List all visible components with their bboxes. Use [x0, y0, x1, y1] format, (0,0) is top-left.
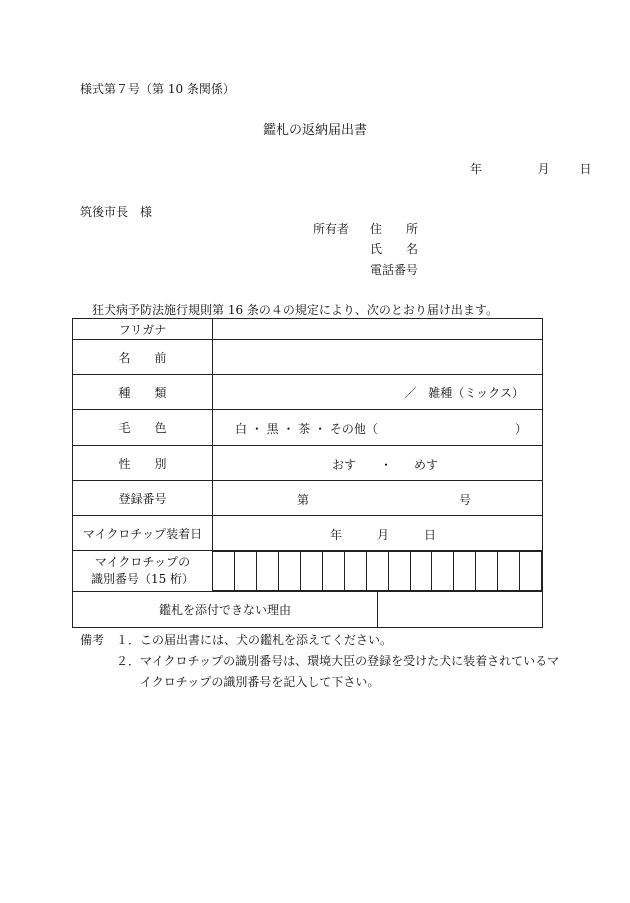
intro-text: 狂犬病予防法施行規則第 16 条の４の規定により、次のとおり届け出ます。	[92, 303, 498, 317]
chip-id-row	[73, 551, 543, 592]
registration-row	[73, 481, 543, 516]
chip-digit-box[interactable]	[279, 552, 301, 591]
chip-digit-box[interactable]	[498, 552, 520, 591]
color-field[interactable]	[213, 410, 543, 446]
owner-name-label: 氏 名	[370, 242, 419, 256]
registration-field[interactable]	[213, 481, 543, 516]
breed-row	[73, 375, 543, 410]
chip-date-day: 日	[424, 528, 437, 542]
note-item	[80, 630, 559, 651]
color-label: 毛 色	[73, 410, 213, 446]
name-label: 名 前	[73, 340, 213, 375]
chip-digit-box[interactable]	[519, 552, 541, 591]
name-row	[73, 340, 543, 375]
chip-digit-box[interactable]	[301, 552, 323, 591]
owner-label: 所有者	[313, 222, 350, 236]
chip-id-label	[73, 551, 213, 592]
chip-id-label-line2: 識別番号（15 桁）	[90, 572, 195, 586]
chip-date-label: マイクロチップ装着日	[73, 516, 213, 551]
chip-digit-box[interactable]	[366, 552, 388, 591]
dog-info-table	[72, 318, 543, 628]
color-options: 白 ・ 黒 ・ 茶 ・ その他（	[235, 422, 378, 436]
furigana-field[interactable]	[213, 319, 543, 340]
date-row	[470, 162, 592, 176]
notes-label: 備考	[80, 633, 105, 647]
chip-date-row	[73, 516, 543, 551]
furigana-label: フリガナ	[73, 319, 213, 340]
owner-phone-label: 電話番号	[370, 263, 419, 277]
chip-digit-box[interactable]	[344, 552, 366, 591]
sex-row	[73, 446, 543, 481]
date-year: 年	[470, 162, 483, 176]
chip-digit-box[interactable]	[257, 552, 279, 591]
owner-address-label: 住 所	[370, 222, 419, 236]
note-number: １．	[116, 633, 141, 647]
registration-dai: 第	[297, 493, 310, 507]
registration-go: 号	[459, 493, 472, 507]
color-close-paren: ）	[514, 422, 527, 436]
addressee: 筑後市長 様	[80, 205, 153, 219]
color-row	[73, 410, 543, 446]
chip-digit-box[interactable]	[432, 552, 454, 591]
registration-label: 登録番号	[73, 481, 213, 516]
note-text: イクロチップの識別番号を記入して下さい。	[140, 675, 380, 689]
form-id: 様式第７号（第 10 条関係）	[80, 82, 235, 96]
reason-row	[73, 592, 543, 628]
chip-digit-box[interactable]	[476, 552, 498, 591]
sex-field[interactable]	[213, 446, 543, 481]
breed-mixed-option: ／ 雑種（ミックス）	[404, 385, 524, 400]
note-number: ２．	[116, 654, 141, 668]
breed-field[interactable]	[213, 375, 543, 410]
name-field[interactable]	[213, 340, 543, 375]
furigana-row	[73, 319, 543, 340]
chip-date-field[interactable]	[213, 516, 543, 551]
note-item	[80, 651, 559, 672]
date-month: 月	[537, 162, 550, 176]
document-title: 鑑札の返納届出書	[262, 123, 367, 138]
reason-field[interactable]	[378, 592, 543, 628]
chip-date-month: 月	[377, 528, 390, 542]
note-number	[116, 672, 140, 693]
chip-date-year: 年	[330, 528, 343, 542]
note-item	[80, 672, 559, 693]
sex-label: 性 別	[73, 446, 213, 481]
chip-digit-box[interactable]	[410, 552, 432, 591]
breed-label: 種 類	[73, 375, 213, 410]
chip-id-digit-boxes	[213, 551, 542, 591]
sex-female-option: めす	[414, 458, 439, 472]
chip-digit-box[interactable]	[322, 552, 344, 591]
note-text: マイクロチップの識別番号は、環境大臣の登録を受けた犬に装着されているマ	[140, 654, 560, 668]
chip-digit-box[interactable]	[388, 552, 410, 591]
sex-male-option: おす	[332, 458, 357, 472]
sex-separator: ・	[380, 458, 393, 472]
notes-section	[80, 630, 559, 693]
chip-digit-box[interactable]	[454, 552, 476, 591]
chip-digit-box[interactable]	[235, 552, 257, 591]
note-text: この届出書には、犬の鑑札を添えてください。	[140, 633, 393, 647]
chip-digit-box[interactable]	[213, 552, 235, 591]
chip-id-field	[213, 551, 543, 592]
chip-id-label-line1: マイクロチップの	[94, 555, 191, 569]
reason-label: 鑑札を添付できない理由	[73, 592, 378, 628]
date-day: 日	[579, 162, 592, 176]
